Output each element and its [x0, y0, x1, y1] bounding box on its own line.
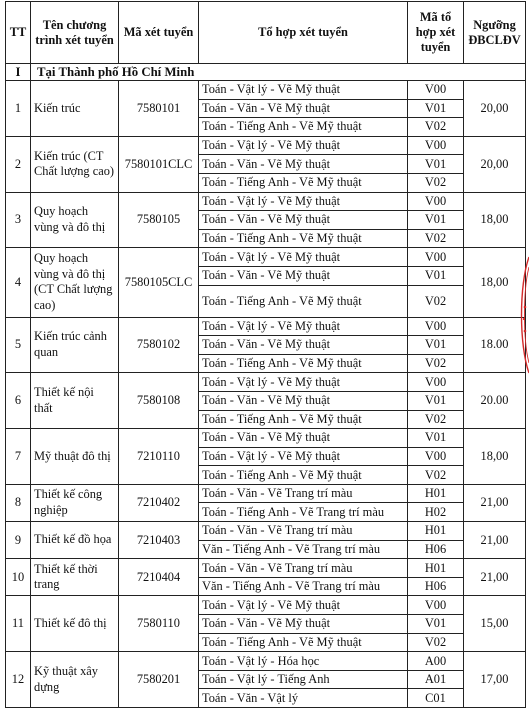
table-row	[6, 596, 526, 615]
combo-subjects: Toán - Vật lý - Vẽ Mỹ thuật	[199, 447, 408, 466]
combo-subjects: Toán - Văn - Vẽ Mỹ thuật	[199, 211, 408, 230]
header-combo: Tổ hợp xét tuyển	[199, 2, 408, 64]
threshold-score: 21,00	[464, 522, 526, 559]
program-name: Thiết kế nội thất	[31, 373, 119, 429]
header-code: Mã xét tuyển	[119, 2, 199, 64]
combo-subjects: Toán - Vật lý - Vẽ Mỹ thuật	[199, 192, 408, 211]
combo-subjects: Toán - Văn - Vẽ Mỹ thuật	[199, 429, 408, 448]
program-name: Thiết kế thời trang	[31, 559, 119, 596]
combo-subjects: Toán - Tiếng Anh - Vẽ Mỹ thuật	[199, 410, 408, 429]
program-number: 6	[6, 373, 31, 429]
threshold-score: 18,00	[464, 248, 526, 317]
threshold-score: 18,00	[464, 192, 526, 248]
combo-code: H06	[408, 540, 464, 559]
combo-code: V01	[408, 391, 464, 410]
header-threshold: Ngưỡng ĐBCLĐV	[464, 2, 526, 64]
combo-subjects: Toán - Vật lý - Vẽ Mỹ thuật	[199, 373, 408, 392]
combo-code: A00	[408, 652, 464, 671]
combo-subjects: Toán - Vật lý - Vẽ Mỹ thuật	[199, 248, 408, 267]
combo-code: V02	[408, 633, 464, 652]
program-number: 4	[6, 248, 31, 317]
program-code: 7580110	[119, 596, 199, 652]
program-number: 3	[6, 192, 31, 248]
program-code: 7580101CLC	[119, 136, 199, 192]
combo-code: H06	[408, 577, 464, 596]
combo-subjects: Toán - Văn - Vẽ Mỹ thuật	[199, 99, 408, 118]
table-row	[6, 429, 526, 448]
combo-subjects: Toán - Tiếng Anh - Vẽ Mỹ thuật	[199, 466, 408, 485]
combo-subjects: Văn - Tiếng Anh - Vẽ Trang trí màu	[199, 577, 408, 596]
combo-code: V01	[408, 266, 464, 285]
combo-code: V01	[408, 155, 464, 174]
program-code: 7580108	[119, 373, 199, 429]
program-number: 11	[6, 596, 31, 652]
program-name: Quy hoạch vùng và đô thị (CT Chất lượng cao)	[31, 248, 119, 317]
program-name: Kỹ thuật xây dựng	[31, 652, 119, 708]
program-name: Quy hoạch vùng và đô thị	[31, 192, 119, 248]
program-number: 8	[6, 484, 31, 521]
threshold-score: 17,00	[464, 652, 526, 708]
combo-subjects: Toán - Vật lý - Tiếng Anh	[199, 670, 408, 689]
combo-code: V00	[408, 248, 464, 267]
table-row	[6, 559, 526, 578]
program-number: 10	[6, 559, 31, 596]
combo-code: V02	[408, 229, 464, 248]
combo-subjects: Toán - Văn - Vật lý	[199, 689, 408, 708]
section-row	[6, 64, 526, 81]
program-code: 7580102	[119, 317, 199, 373]
table-row	[6, 522, 526, 541]
combo-code: V00	[408, 192, 464, 211]
threshold-score: 21,00	[464, 559, 526, 596]
table-row	[6, 248, 526, 267]
program-name: Kiến trúc (CT Chất lượng cao)	[31, 136, 119, 192]
header-group-code: Mã tổ hợp xét tuyển	[408, 2, 464, 64]
program-code: 7210403	[119, 522, 199, 559]
combo-code: V00	[408, 317, 464, 336]
admission-table	[5, 1, 526, 708]
combo-code: V00	[408, 447, 464, 466]
combo-code: V01	[408, 615, 464, 634]
program-name: Thiết kế đô thị	[31, 596, 119, 652]
threshold-score: 21,00	[464, 484, 526, 521]
combo-subjects: Toán - Vật lý - Vẽ Mỹ thuật	[199, 136, 408, 155]
red-seal-stamp	[517, 255, 529, 375]
combo-subjects: Văn - Tiếng Anh - Vẽ Trang trí màu	[199, 540, 408, 559]
table-row	[6, 652, 526, 671]
program-name: Kiến trúc cảnh quan	[31, 317, 119, 373]
combo-subjects: Toán - Tiếng Anh - Vẽ Mỹ thuật	[199, 285, 408, 317]
threshold-score: 18.00	[464, 317, 526, 373]
combo-code: C01	[408, 689, 464, 708]
combo-subjects: Toán - Vật lý - Hóa học	[199, 652, 408, 671]
combo-subjects: Toán - Văn - Vẽ Trang trí màu	[199, 522, 408, 541]
threshold-score: 20,00	[464, 136, 526, 192]
threshold-score: 18,00	[464, 429, 526, 485]
program-name: Kiến trúc	[31, 81, 119, 137]
combo-code: V02	[408, 285, 464, 317]
combo-subjects: Toán - Tiếng Anh - Vẽ Mỹ thuật	[199, 173, 408, 192]
combo-subjects: Toán - Văn - Vẽ Mỹ thuật	[199, 615, 408, 634]
program-code: 7580201	[119, 652, 199, 708]
combo-subjects: Toán - Vật lý - Vẽ Mỹ thuật	[199, 317, 408, 336]
combo-code: V01	[408, 211, 464, 230]
combo-subjects: Toán - Tiếng Anh - Vẽ Mỹ thuật	[199, 118, 408, 137]
program-code: 7580101	[119, 81, 199, 137]
table-row	[6, 136, 526, 155]
program-code: 7580105CLC	[119, 248, 199, 317]
table-row	[6, 192, 526, 211]
combo-subjects: Toán - Văn - Vẽ Trang trí màu	[199, 559, 408, 578]
combo-code: V02	[408, 173, 464, 192]
program-code: 7210404	[119, 559, 199, 596]
program-number: 2	[6, 136, 31, 192]
combo-code: V00	[408, 596, 464, 615]
header-tt: TT	[6, 2, 31, 64]
table-header	[6, 2, 526, 64]
threshold-score: 20,00	[464, 81, 526, 137]
program-code: 7210402	[119, 484, 199, 521]
table-row	[6, 373, 526, 392]
program-name: Mỹ thuật đô thị	[31, 429, 119, 485]
table-row	[6, 81, 526, 100]
combo-code: H01	[408, 559, 464, 578]
program-number: 12	[6, 652, 31, 708]
combo-subjects: Toán - Vật lý - Vẽ Mỹ thuật	[199, 596, 408, 615]
combo-code: V01	[408, 99, 464, 118]
combo-subjects: Toán - Tiếng Anh - Vẽ Mỹ thuật	[199, 633, 408, 652]
threshold-score: 20.00	[464, 373, 526, 429]
combo-subjects: Toán - Tiếng Anh - Vẽ Trang trí màu	[199, 503, 408, 522]
table-body	[6, 64, 526, 708]
threshold-score: 15,00	[464, 596, 526, 652]
table-row	[6, 317, 526, 336]
table-row	[6, 484, 526, 503]
section-number: I	[6, 64, 31, 81]
combo-code: V01	[408, 336, 464, 355]
combo-subjects: Toán - Văn - Vẽ Mỹ thuật	[199, 266, 408, 285]
combo-code: V00	[408, 373, 464, 392]
program-name: Thiết kế đồ họa	[31, 522, 119, 559]
program-number: 9	[6, 522, 31, 559]
combo-code: V02	[408, 410, 464, 429]
header-major: Tên chương trình xét tuyển	[31, 2, 119, 64]
program-number: 1	[6, 81, 31, 137]
program-number: 5	[6, 317, 31, 373]
combo-subjects: Toán - Văn - Vẽ Mỹ thuật	[199, 336, 408, 355]
combo-subjects: Toán - Tiếng Anh - Vẽ Mỹ thuật	[199, 229, 408, 248]
combo-subjects: Toán - Văn - Vẽ Mỹ thuật	[199, 155, 408, 174]
combo-subjects: Toán - Tiếng Anh - Vẽ Mỹ thuật	[199, 354, 408, 373]
program-name: Thiết kế công nghiệp	[31, 484, 119, 521]
combo-code: H01	[408, 522, 464, 541]
combo-code: H02	[408, 503, 464, 522]
program-number: 7	[6, 429, 31, 485]
combo-code: V02	[408, 354, 464, 373]
combo-code: V01	[408, 429, 464, 448]
program-code: 7580105	[119, 192, 199, 248]
combo-code: A01	[408, 670, 464, 689]
combo-code: V00	[408, 136, 464, 155]
combo-code: V02	[408, 466, 464, 485]
combo-subjects: Toán - Văn - Vẽ Mỹ thuật	[199, 391, 408, 410]
combo-code: H01	[408, 484, 464, 503]
combo-code: V02	[408, 118, 464, 137]
section-title: Tại Thành phố Hồ Chí Minh	[31, 64, 526, 81]
combo-subjects: Toán - Vật lý - Vẽ Mỹ thuật	[199, 81, 408, 100]
program-code: 7210110	[119, 429, 199, 485]
combo-subjects: Toán - Văn - Vẽ Trang trí màu	[199, 484, 408, 503]
combo-code: V00	[408, 81, 464, 100]
